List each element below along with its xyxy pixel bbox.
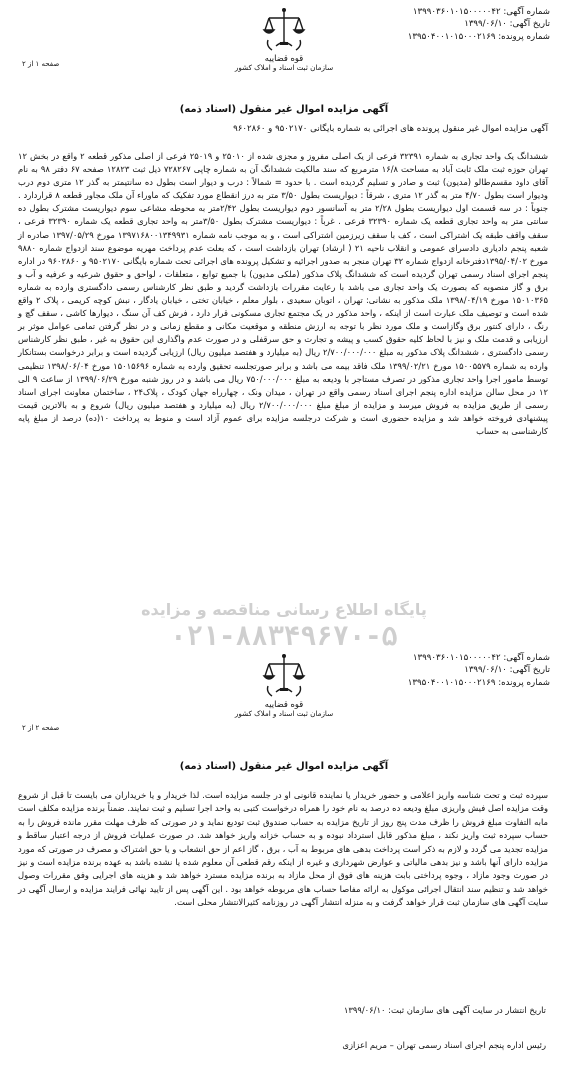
notice-date-label: تاریخ آگهی: — [509, 19, 550, 30]
scales-of-justice-icon — [262, 652, 306, 698]
file-number: ۱۳۹۵۰۴۰۰۱۰۱۵۰۰۰۲۱۶۹ — [407, 31, 496, 42]
notice-header — [340, 652, 550, 689]
page-number: صفحه ۲ از ۲ — [22, 724, 60, 732]
registration-org-name: سازمان ثبت اسناد و املاک کشور — [234, 63, 334, 72]
notice-number: ۱۳۹۹۰۳۶۰۱۰۱۵۰۰۰۰۰۴۲ — [412, 7, 501, 17]
notice-title: آگهی مزایده اموال غیر منقول (اسناد ذمه) — [179, 104, 389, 115]
notice-number: ۱۳۹۹۰۳۶۰۱۰۱۵۰۰۰۰۰۴۲ — [412, 653, 501, 663]
notice-body: ششدانگ یک واحد تجاری به شماره ۳۲۳۹۱ فرعی از یک اصلی مفروز و مجزی شده از ۲۵۰۱۰ و ۲۵۰۱۹ فرعی از اصلی مذکور قطعه ۲ واقع در بخش ۱۲ تهران حوزه ثبت ملک ثابت آباد به مساحت ۱۶/۸ مترمربع که سند مالکیت ششدانگ آن به شماره چاپی ۷۲۸۲۶۷ ذیل ثبت ۱۲۸۲۳ صفحه ۶۷ دفتر ۹۸ به نام آقای داود مقسم‌طالو (مدیون) ثبت و صادر و تسلیم گردیده است . با حدود = شمالاً : درب و دیوار است بطول ده سانتیمتر به گذر ۱۲ متری دوم درب ودیوار است بطول ۴/۷۰ متر به گذر ۱۲ متری ، شرقاً : دیواریست بطول ۳/۵۰ متر به درز انقطاع مورد تفکیک که ماوراء آن ملک مجاور قطعه ۸ قراردارد . جنوباً : در سه قسمت اول دیواریست بطول ۲/۲۸ متر به آسانسور دوم دیواریست بطول ۲/۴۲متر به محوطه مشاعی سوم دیواریست مشترک بطول ده سانتی متر به واحد تجاری قطعه یک شماره ۳۲۳۹۰ فرعی . غرباً : دیواریست مشترک بطول ۳/۵۰متر به واحد تجاری قطعه یک شماره ۳۲۳۹۰ فرعی ، سقف واقف طبقه یک اشتراکی است ، کف با سقف زیرزمین اشتراکی است ، و به موجب نامه شماره ۱۳۹۷۱۶۸۰۰۱۳۴۹۹۳۱ مورخ ۱۳۹۷/۰۵/۲۹ صادره از شعبه پنجم دادیاری دادسرای عمومی و انقلاب ناحیه ۲۱ ( ارشاد) تهران بازداشت است ، که بعلت عدم پرداخت مهریه موضوع سند ازدواج شماره ۹۸۸۰ مورخ ۱۳۹۵/۰۴/۰۲دفترخانه ازدواج شماره ۳۲ تهران منجر به صدور اجرائیه و تشکیل پرونده های اجرائی تحت شماره بایگانی ۹۵۰۲۱۷۰ و ۹۶۰۲۸۶۰ در اداره پنجم اجرای اسناد رسمی تهران گردیده است که ششدانگ پلاک مذکور (ملکی مدیون) با جمیع توابع ، متعلقات ، لواحق و حقوق شرعیه و عرفیه و آب و برق و گاز منصوبه که بصورت یک واحد تجاری می باشد با رعایت مقررات بازداشت گردید و طبق نظر کارشناس رسمی دادگستری وارده به شماره ۱۵۰۱۰۳۶۵ مورخ ۱۳۹۸/۰۴/۱۹ ملک مذکور به نشانی: تهران ، اتوبان سعیدی ، بلوار معلم ، خیابان تختی ، خیابان یادگار ، نبش کوچه کریمی ، پلاک ۲ واقع شده است و توصیف ملک عبارت است از اینکه ، واحد مذکور در یک مجتمع تجاری مسکونی قرار دارد ، فرش کف آن سنگ ، دیوارها کاشی ، سقف گچ و رنگ ، دارای کنتور برق وگازاست و ملک مورد نظر با توجه به ارزش منطقه و موقعیت مکانی و مقطع زمانی و در نظر گرفتن تمامی عوامل موثر بر ارزیابی و قدمت ملک و نیز با لحاظ کلیه حقوق کسب و پیشه و تجارت و حق سرقفلی و در صورت عدم واگذاری این حقوق به غیر ، طبق نظر کارشناس رسمی دادگستری ، ششدانگ پلاک مذکور به مبلغ ۲/۷۰۰/۰۰۰/۰۰۰ ریال (به میلیارد و هفتصد میلیون ریال) ارزیابی گردیده است و برابر درخواست بستانکار وارده به شماره ۱۵۰۰۵۵۷۹ مورخ ۱۳۹۹/۰۲/۲۱ ملک فاقد بیمه می باشد و برابر صورتجلسه تحقیق وارده به شماره ۱۵۰۱۵۶۹۶ مورخ ۱۳۹۸/۰۶/۰۴ تنظیمی توسط مامور اجرا واحد تجاری مذکور در تصرف مستاجر با ودیعه به مبلغ ۷۵۰/۰۰۰/۰۰۰ ریال می باشد و در روز شنبه مورخ ۱۳۹۹/۰۶/۲۹ از ساعت ۹ الی ۱۲ در محل سالن مزایده اداره پنجم اجرای اسناد رسمی واقع در تهران ، میدان ونک ، چهارراه جهان کودک ، پلاک۲۴ ، ساختمان معاونت اجرای اسناد رسمی از طریق مزایده به فروش میرسد و مزایده از مبلغ مبلغ ۲/۷۰۰/۰۰۰/۰۰۰ ریال (به میلیارد و هفتصد میلیون ریال) شروع و به بالاترین قیمت پیشنهادی فروخته خواهد شد و مزایده حضوری است و شرکت درجلسه مزایده برای عموم آزاد است و منوط به پرداخت ۱۰(ده) درصد از مبلغ پایه کارشناسی به حساب — [18, 151, 549, 436]
page-number: صفحه ۱ از ۲ — [22, 60, 60, 68]
file-number-label: شماره پرونده: — [498, 31, 550, 42]
notice-date: ۱۳۹۹/۰۶/۱۰ — [464, 19, 507, 30]
notice-subtitle: آگهی مزایده اموال غیر منقول پرونده های اجرائی به شماره بایگانی ۹۵۰۲۱۷۰ و ۹۶۰۲۸۶۰ — [233, 124, 548, 134]
notice-page-2 — [0, 648, 568, 1068]
notice-body: سپرده ثبت و تحت شناسه واریز اعلامی و حضور خریدار یا نماینده قانونی او در جلسه مزایده است. لذا خریدار و یا خریداران می بایست تا قبل از شروع وقت مزایده اصل فیش واریزی مبلغ ودیعه ده درصد به نام خود را همراه درخواست کتبی به واحد اجرا تسلیم و ثبت نمایند. ضمناً برنده مزایده مکلف است مابه التفاوت مبلغ فروش را ظرف مدت پنج روز از تاریخ مزایده به حساب صندوق ثبت تودیع نماید و در صورتی که ظرف مهلت مقرر مانده فروش را به حساب سپرده ثبت واریز نکند ، مبلغ مذکور قابل استرداد نبوده و به حساب خزانه واریز خواهد شد. در صورت عملیات فروش از درجه اعتبار ساقط و مزایده تجدید می گردد و لازم به ذکر است پرداخت بدهی های مربوط به آب ، برق ، گاز اعم از حق انشعاب و یا حق اشتراک و مصرف در صورتی که مورد مزایده دارای آنها باشد و نیز بدهی مالیاتی و عوارض شهرداری و غیره از اینکه رقم قطعی آن معلوم شده یا نشده باشد به عهده برنده مزایده است و نیز در صورت وجود مازاد ، وجوه پرداختی بابت هزینه های فوق از محل مازاد به برنده مزایده مسترد خواهد شد و هزینه های اجرایی وفق مقررات وصول خواهد شد و تنظیم سند انتقال اجرائی موکول به ارائه مفاصا حساب های مربوطه خواهد بود . این آگهی پس از تایید نهائی فرایند مزایده و ارسال آگهی در سایت آگهی های سازمان ثبت قرار خواهد گرفت و به منزله انتشار آگهی در روزنامه کثیرالانتشار محلی است. — [18, 790, 548, 908]
watermark-text: پایگاه اطلاع رسانی مناقصه و مزایده — [141, 600, 427, 619]
notice-date-row — [340, 18, 550, 30]
notice-date-row — [340, 664, 550, 676]
notice-number-row — [340, 6, 550, 18]
file-number: ۱۳۹۵۰۴۰۰۱۰۱۵۰۰۰۲۱۶۹ — [407, 677, 496, 688]
file-number-row — [340, 677, 550, 689]
notice-number-row — [340, 652, 550, 664]
notice-date: ۱۳۹۹/۰۶/۱۰ — [464, 665, 507, 676]
judiciary-name: قوه قضاییه — [264, 699, 304, 709]
publication-date: تاریخ انتشار در سایت آگهی های سازمان ثبت: ۱۳۹۹/۰۶/۱۰ — [343, 1005, 546, 1015]
file-number-label: شماره پرونده: — [498, 677, 550, 688]
judiciary-emblem — [232, 6, 336, 72]
judiciary-name: قوه قضاییه — [264, 53, 304, 63]
notice-number-label: شماره آگهی: — [503, 7, 550, 17]
registration-org-name: سازمان ثبت اسناد و املاک کشور — [234, 709, 334, 718]
notice-number-label: شماره آگهی: — [503, 653, 550, 663]
notice-header — [340, 6, 550, 43]
signature-line: رئیس اداره پنجم اجرای اسناد رسمی تهران – مریم اعزازی — [342, 1040, 546, 1050]
judiciary-emblem — [232, 652, 336, 718]
notice-title: آگهی مزایده اموال غیر منقول (اسناد ذمه) — [179, 761, 389, 772]
notice-date-label: تاریخ آگهی: — [509, 665, 550, 676]
file-number-row — [340, 31, 550, 43]
watermark-phone: ۰۲۱-۸۸۳۴۹۶۷۰-۵ — [170, 621, 398, 652]
scales-of-justice-icon — [262, 6, 306, 52]
